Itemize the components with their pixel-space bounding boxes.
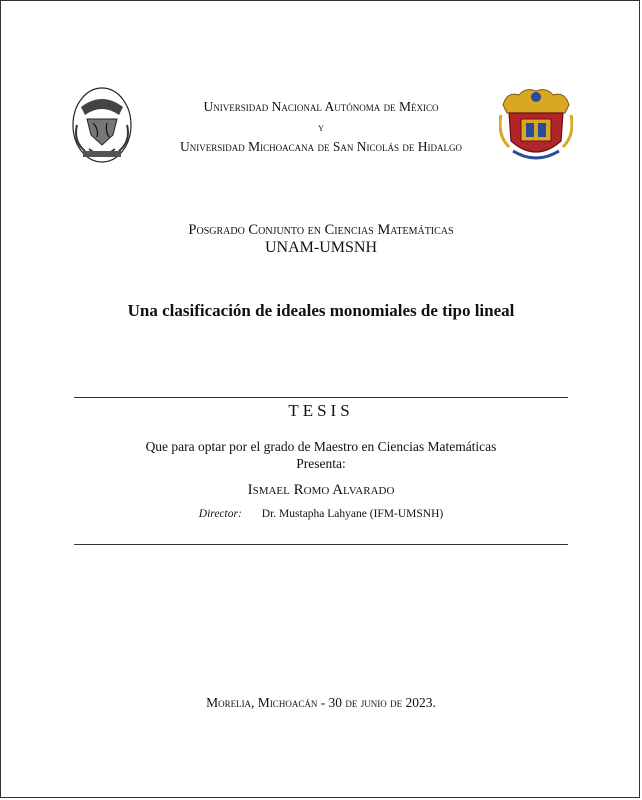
thesis-title: Una clasificación de ideales monomiales de tipo lineal [127,301,515,320]
bottom-divider [74,544,568,545]
cover-header [1,83,641,169]
degree-line: Que para optar por el grado de Maestro en Ciencias Matemáticas [145,439,497,454]
author-name: Ismael Romo Alvarado [247,482,395,498]
conjunction-y: y [318,120,324,134]
umsnh-crest-logo [499,85,573,165]
top-divider [74,397,568,398]
thesis-type-label: TESIS [288,401,354,420]
director-name: Dr. Mustapha Lahyane (IFM-UMSNH) [261,508,444,520]
program-block [1,221,641,257]
place-date: Morelia, Michoacán - 30 de junio de 2023. [206,695,436,710]
director-label: Director: [198,508,242,520]
university-unam: Universidad Nacional Autónoma de México [203,99,439,114]
universities-block [151,97,491,157]
university-umsnh: Universidad Michoacana de San Nicolás de Hidalgo [180,139,462,154]
program-name: Posgrado Conjunto en Ciencias Matemáticas [188,222,454,238]
degree-statement [1,438,641,472]
program-short-name: UNAM-UMSNH [264,239,377,256]
director-line [1,508,641,520]
presenta-label: Presenta: [296,456,346,471]
unam-seal-logo [71,85,133,165]
